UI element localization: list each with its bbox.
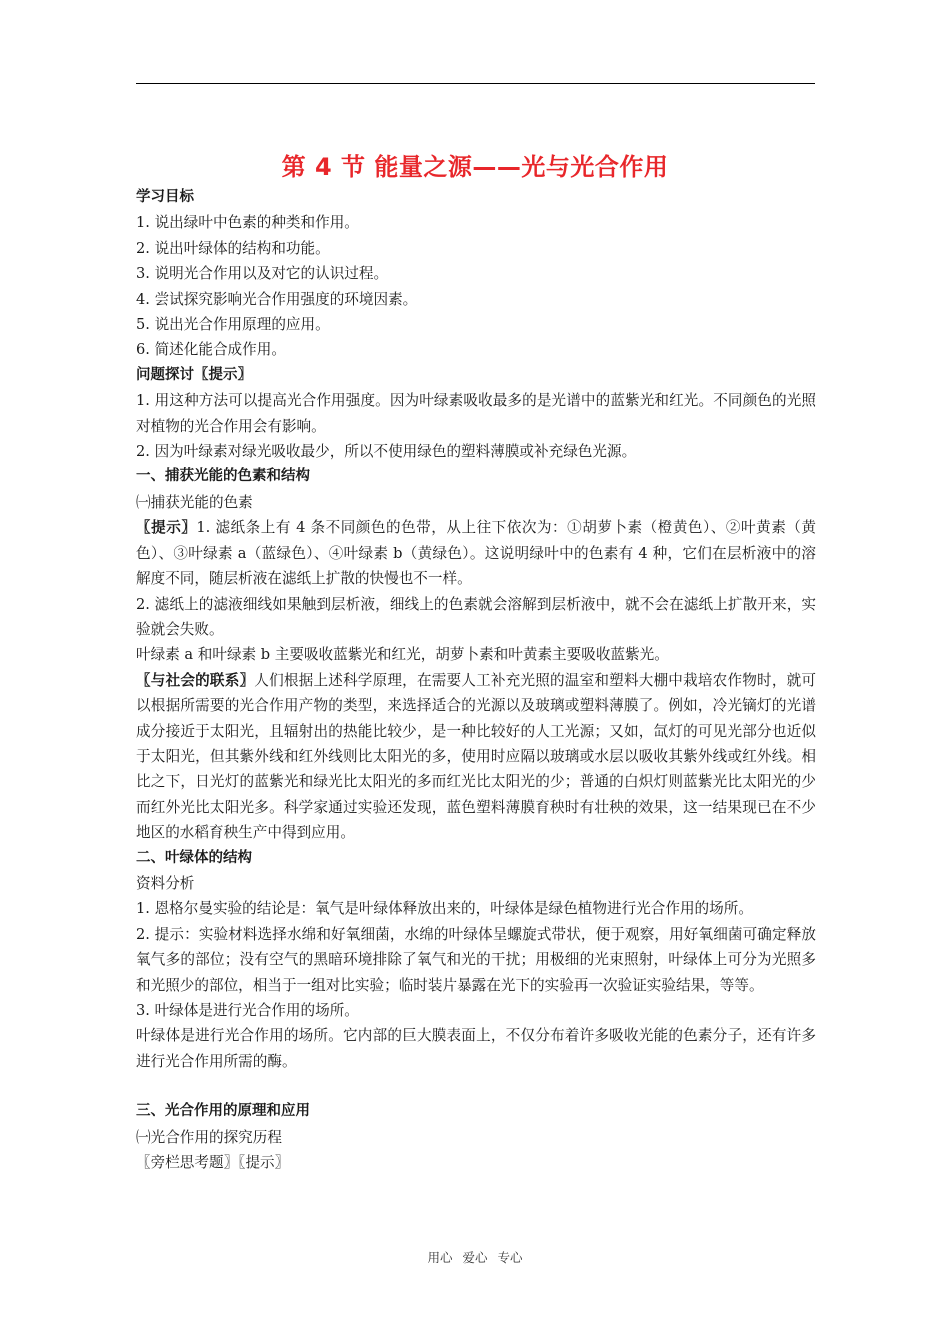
- problem-item: 2. 因为叶绿素对绿光吸收最少，所以不使用绿色的塑料薄膜或补充绿色光源。: [136, 443, 637, 461]
- goal-item: 2. 说出叶绿体的结构和功能。: [136, 239, 330, 257]
- society-paragraph: [136, 668, 816, 846]
- goal-item: 6. 简述化能合成作用。: [136, 341, 286, 359]
- goals-heading: 学习目标: [136, 189, 194, 205]
- goal-item: 5. 说出光合作用原理的应用。: [136, 316, 330, 334]
- section3-heading: 三、光合作用的原理和应用: [136, 1103, 310, 1120]
- section1-heading: 一、捕获光能的色素和结构: [136, 468, 310, 485]
- society-text: 人们根据上述科学原理，在需要人工补充光照的温室和塑料大棚中栽培农作物时，就可以根据所需要的光合作用产物的类型，来选择适合的光源以及玻璃或塑料薄膜了。例如，冷光镝灯的光谱成分接近于太阳光，且辐射出的热能比较少，是一种比较好的人工光源；又如，氙灯的可见光部分也近似于太阳光，但其紫外线和红外线则比太阳光的多，使用时应隔以玻璃或水层以吸收其紫外线或红外线。相比之下，日光灯的蓝紫光和绿光比太阳光的多而红光比太阳光的少；普通的白炽灯则蓝紫光比太阳光的少而红外光比太阳光多。科学家通过实验还发现，蓝色塑料薄膜育秧时有壮秧的效果，这一结果现已在不少地区的水稻育秧生产中得到应用。: [136, 671, 816, 842]
- problem-item: 1. 用这种方法可以提高光合作用强度。因为叶绿素吸收最多的是光谱中的蓝紫光和红光。不同颜色的光照对植物的光合作用会有影响。: [136, 392, 816, 435]
- page-title: 第 4 节 能量之源——光与光合作用: [281, 153, 669, 181]
- page-footer: 用心 爱心 专心: [427, 1250, 523, 1265]
- hint-label: 〖提示〗: [136, 519, 197, 537]
- section3-hint: 〖旁栏思考题〗〖提示〗: [136, 1154, 290, 1172]
- section2-item: 1. 恩格尔曼实验的结论是：氧气是叶绿体释放出来的，叶绿体是绿色植物进行光合作用的场所。: [136, 900, 753, 918]
- section1-hint-paragraph: [136, 515, 816, 591]
- section3-subheading: ㈠光合作用的探究历程: [136, 1128, 282, 1146]
- section1-absorb-note: 叶绿素 a 和叶绿素 b 主要吸收蓝紫光和红光，胡萝卜素和叶黄素主要吸收蓝紫光。: [136, 646, 669, 664]
- problem-heading: 问题探讨〖提示〗: [136, 366, 252, 383]
- section1-item-2: 2. 滤纸上的滤液细线如果触到层析液，细线上的色素就会溶解到层析液中，就不会在滤纸上扩散开来，实验就会失败。: [136, 595, 816, 638]
- goal-item: 1. 说出绿叶中色素的种类和作用。: [136, 214, 359, 232]
- section1-subheading: ㈠捕获光能的色素: [136, 493, 253, 511]
- section2-summary: 叶绿体是进行光合作用的场所。它内部的巨大膜表面上，不仅分布着许多吸收光能的色素分子，还有许多进行光合作用所需的酶。: [136, 1027, 816, 1070]
- hint-text: 1. 滤纸条上有 4 条不同颜色的色带，从上往下依次为：①胡萝卜素（橙黄色）、②叶黄素（黄色）、③叶绿素 a（蓝绿色）、④叶绿素 b（黄绿色）。这说明绿叶中的色素有 4 种，它们在层析液中的溶解度不同，随层析液在滤纸上扩散的快慢也不一样。: [136, 519, 816, 588]
- document-body: [136, 185, 816, 1175]
- goal-item: 3. 说明光合作用以及对它的认识过程。: [136, 265, 389, 283]
- section2-heading: 二、叶绿体的结构: [136, 849, 252, 866]
- header-rule: [136, 83, 815, 84]
- section2-item: 3. 叶绿体是进行光合作用的场所。: [136, 1002, 359, 1019]
- section2-item: 2. 提示：实验材料选择水绵和好氧细菌，水绵的叶绿体呈螺旋式带状，便于观察，用好氧细菌可确定释放氧气多的部位；没有空气的黑暗环境排除了氧气和光的干扰；用极细的光束照射，叶绿体上可分为光照多和光照少的部位，相当于一组对比实验；临时装片暴露在光下的实验再一次验证实验结果，等等。: [136, 925, 816, 994]
- goal-item: 4. 尝试探究影响光合作用强度的环境因素。: [136, 290, 418, 308]
- spacer: [136, 1074, 816, 1099]
- society-label: 〖与社会的联系〗: [136, 671, 255, 689]
- section2-subheading: 资料分析: [136, 874, 195, 892]
